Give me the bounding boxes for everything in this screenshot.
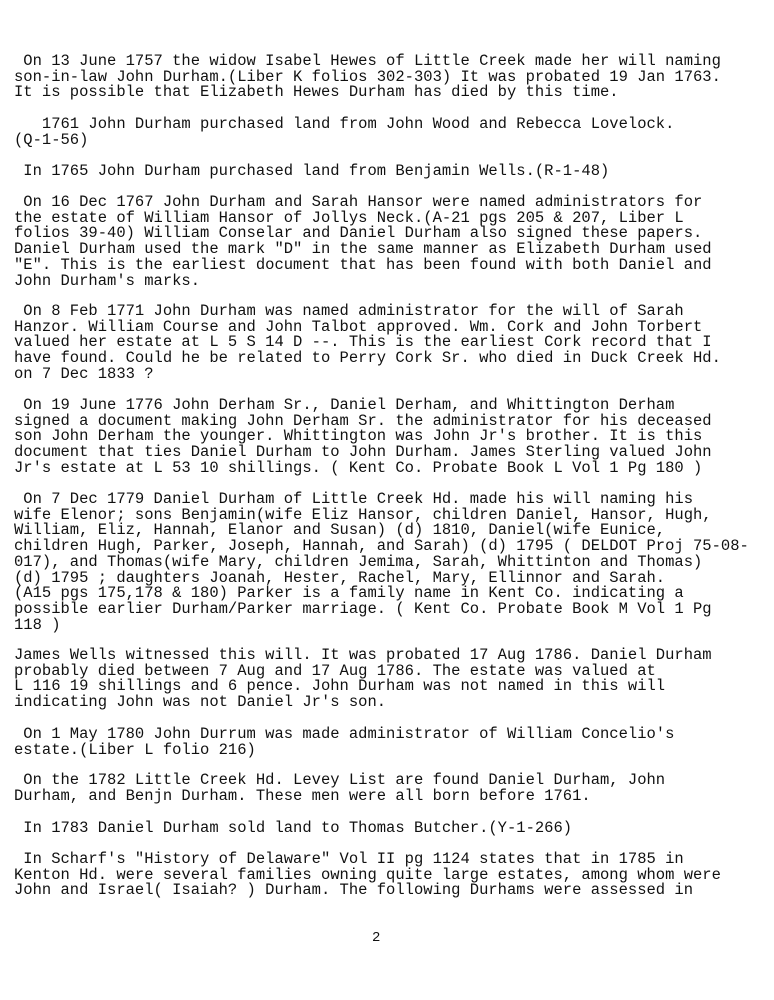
paragraph-1765-purchase: In 1765 John Durham purchased land from Benjamin Wells.(R-1-48) — [14, 162, 610, 180]
paragraph-1776-document: On 19 June 1776 John Derham Sr., Daniel Derham, and Whittington Derham signed a document making John Derham Sr. the administrator for his deceased son John Derham the younger. Whittington was John Jr's brother. It is this document that ties Daniel Durham to John Durham. James Sterling valued John Jr's estate at L 53 10 shillings. ( Kent Co. Probate Book L Vol 1 Pg 180 ) — [14, 396, 712, 477]
paragraph-1783-sale: In 1783 Daniel Durham sold land to Thomas Butcher.(Y-1-266) — [14, 819, 573, 837]
paragraph-1779-will: On 7 Dec 1779 Daniel Durham of Little Creek Hd. made his will naming his wife Elenor; sons Benjamin(wife Eliz Hansor, children Daniel, Hansor, Hugh, William, Eliz, Hannah, Elanor and Susan) (d) 1810, Daniel(wife Eunice, children Hugh, Parker, Joseph, Hannah, and Sarah) (d) 1795 ( DELDOT Proj 75-08- 017), and Thomas(wife Mary, children Jemima, Sarah, Whittinton and Thomas) (d) 1795 ; daughters Joanah, Hester, Rachel, Mary, Ellinnor and Sarah. (A15 pgs 175,178 & 180) Parker is a family name in Kent Co. indicating a possible earlier Durham/Parker marriage. ( Kent Co. Probate Book M Vol 1 Pg 118 ) — [14, 490, 749, 634]
paragraph-1761-purchase: 1761 John Durham purchased land from John Wood and Rebecca Lovelock. (Q-1-56) — [14, 115, 675, 149]
paragraph-1780-administrator: On 1 May 1780 John Durrum was made administrator of William Concelio's estate.(Liber L folio 216) — [14, 725, 675, 759]
paragraph-1757-will: On 13 June 1757 the widow Isabel Hewes of Little Creek made her will naming son-in-law John Durham.(Liber K folios 302-303) It was probated 19 Jan 1763. It is possible that Elizabeth Hewes Durham has died by this time. — [14, 52, 721, 102]
page-number: 2 — [372, 930, 381, 946]
paragraph-1771-administrator: On 8 Feb 1771 John Durham was named administrator for the will of Sarah Hanzor. William Course and John Talbot approved. Wm. Cork and John Torbert valued her estate at L 5 S 14 D --. This is the earliest Cork record that I have found. Could he be related to Perry Cork Sr. who died in Duck Creek Hd. on 7 Dec 1833 ? — [14, 302, 721, 383]
paragraph-will-witness: James Wells witnessed this will. It was probated 17 Aug 1786. Daniel Durham probably died between 7 Aug and 17 Aug 1786. The estate was valued at L 116 19 shillings and 6 pence. John Durham was not named in this will indicating John was not Daniel Jr's son. — [14, 646, 712, 712]
paragraph-scharf-history: In Scharf's "History of Delaware" Vol II pg 1124 states that in 1785 in Kenton Hd. were several families owning quite large estates, among whom were John and Israel( Isaiah? ) Durham. The following Durhams were assessed in — [14, 850, 721, 900]
paragraph-1767-administrators: On 16 Dec 1767 John Durham and Sarah Hansor were named administrators for the estate of William Hansor of Jollys Neck.(A-21 pgs 205 & 207, Liber L folios 39-40) William Conselar and Daniel Durham also signed these papers. Daniel Durham used the mark "D" in the same manner as Elizabeth Durham used "E". This is the earliest document that has been found with both Daniel and John Durham's marks. — [14, 193, 712, 290]
paragraph-1782-levey-list: On the 1782 Little Creek Hd. Levey List are found Daniel Durham, John Durham, and Benjn Durham. These men were all born before 1761. — [14, 771, 666, 805]
